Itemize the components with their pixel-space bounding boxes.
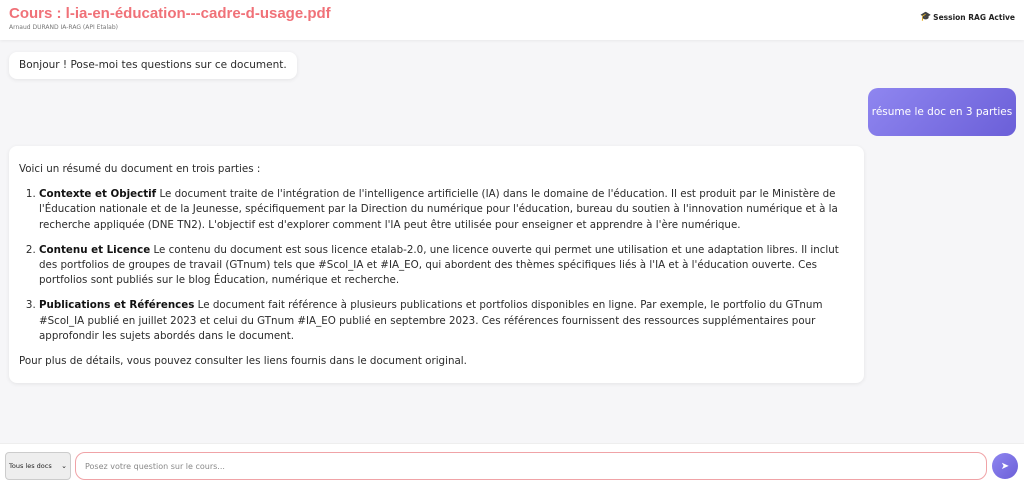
- graduation-cap-icon: 🎓: [919, 12, 932, 22]
- answer-intro: Voici un résumé du document en trois parties :: [19, 163, 261, 175]
- answer-item-3: [39, 298, 854, 344]
- answer-item-1: [39, 187, 854, 233]
- answer-item-heading: Contenu et Licence: [39, 243, 151, 256]
- bot-greeting-message: Bonjour ! Pose-moi tes questions sur ce document.: [9, 52, 297, 79]
- answer-item-text: Le document fait référence à plusieurs publications et portfolios disponibles en ligne. Par exemple, le portfolio du GTnum #Scol_IA publié en juillet 2023 et celui du GTnum #IA_EO publié en septembre 2023. Ces références fournissent des ressources supplémentaires pour approfondir les sujets abordés dans le document.: [39, 299, 823, 342]
- answer-item-heading: Contexte et Objectif: [39, 188, 157, 201]
- session-status-label: Session RAG Active: [933, 12, 1015, 22]
- chat-area[interactable]: [0, 40, 1024, 443]
- answer-list: [19, 187, 854, 344]
- question-input-placeholder: Posez votre question sur le cours...: [85, 461, 225, 471]
- answer-item-heading: Publications et Références: [39, 299, 195, 312]
- answer-item-text: Le document traite de l'intégration de l'intelligence artificielle (IA) dans le domaine de l'éducation. Il est produit par le Ministère de l'Éducation nationale et de la Jeunesse, spécifiquement par la Direction du numérique pour l'éducation, bureau du soutien à l'innovation numérique et à la recherche appliquée (DNE TN2). L'objectif est d'explorer comment l'IA peut être utilisée pour enseigner et apprendre à l'ère numérique.: [39, 188, 838, 231]
- chat-footer: [0, 443, 1024, 483]
- answer-outro: Pour plus de détails, vous pouvez consulter les liens fournis dans le document original.: [19, 355, 467, 368]
- send-button[interactable]: [992, 453, 1018, 479]
- bot-answer-message: [9, 146, 864, 383]
- page-title: Cours : l-ia-en-éducation---cadre-d-usage.pdf: [9, 5, 331, 22]
- chevron-down-icon: ⌄: [61, 462, 67, 470]
- session-status: [920, 12, 1015, 22]
- document-filter-value: Tous les docs: [9, 462, 52, 470]
- send-icon: ➤: [1000, 460, 1010, 472]
- user-message: [868, 88, 1016, 136]
- user-message-text: résume le doc en 3 parties: [871, 106, 1013, 118]
- page-subtitle: Arnaud DURAND IA-RAG (API Etalab): [9, 24, 118, 31]
- document-filter-select[interactable]: [5, 452, 71, 480]
- app-header: [0, 0, 1024, 40]
- answer-item-text: Le contenu du document est sous licence etalab-2.0, une licence ouverte qui permet une utilisation et une adaptation libres. Il inclut des portfolios de groupes de travail (GTnum) tels que #Scol_IA et #IA_EO, qui abordent des thèmes spécifiques liés à l'IA et à l'éducation ouverte. Ces portfolios sont publiés sur le blog Éducation, numérique et recherche.: [39, 243, 839, 287]
- answer-item-2: [39, 243, 854, 289]
- question-input[interactable]: [75, 452, 987, 480]
